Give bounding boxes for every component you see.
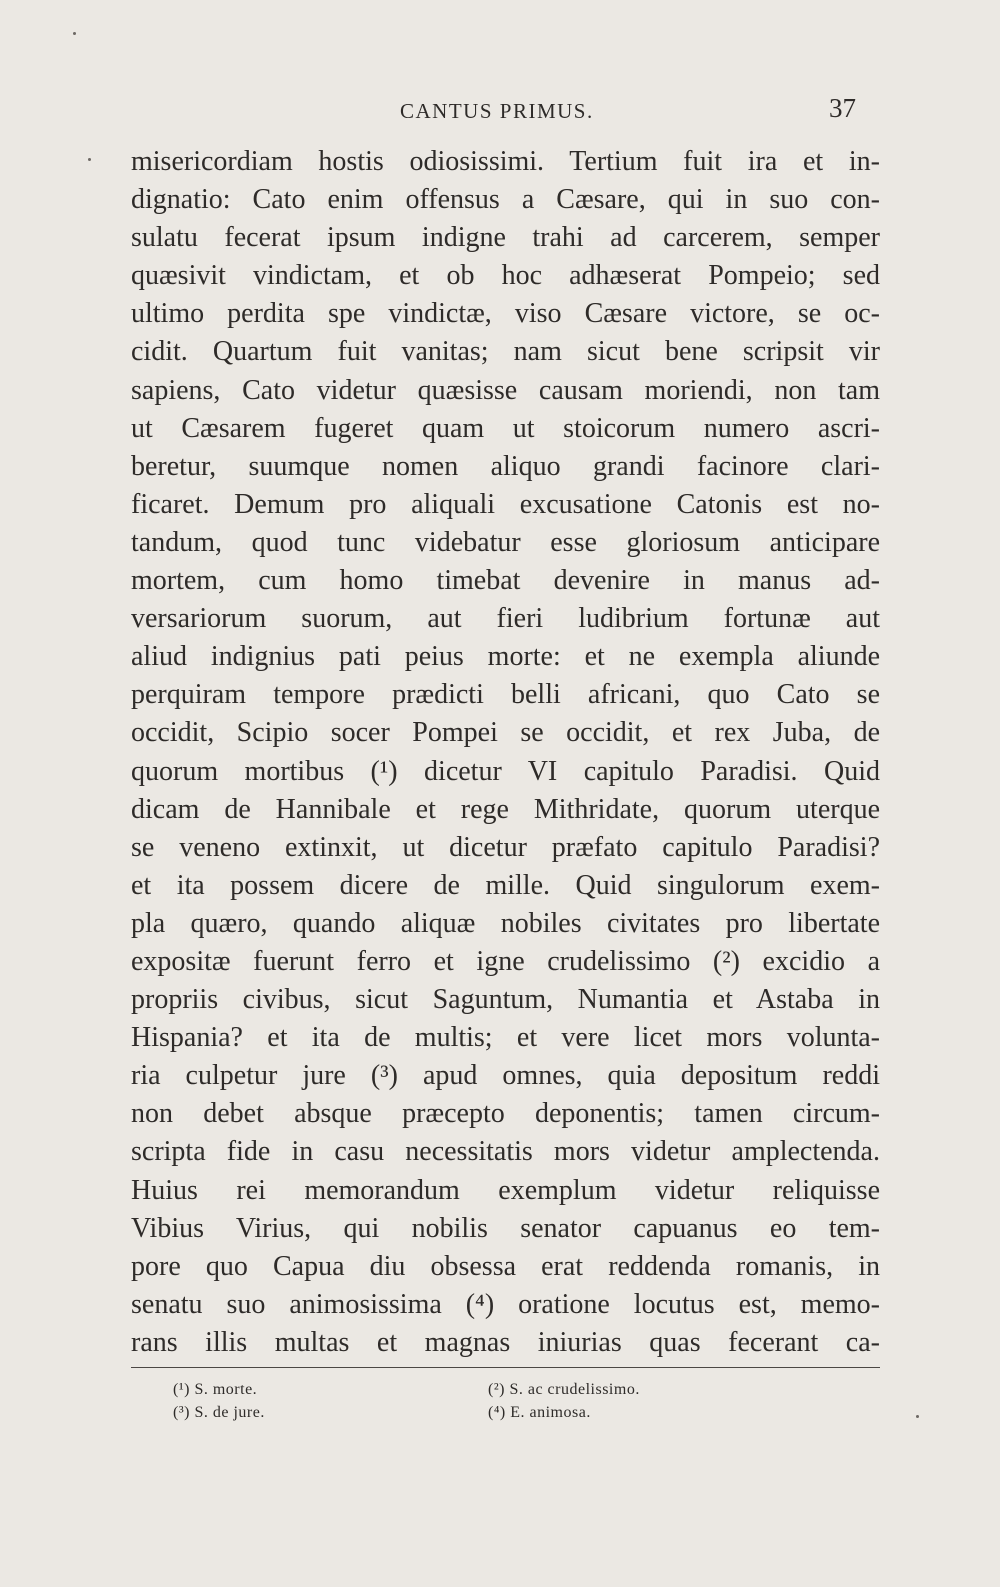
body-line: quæsivit vindictam, et ob hoc adhæserat Pompeio; sed bbox=[131, 260, 880, 292]
footnote-4: (⁴) E. animosa. bbox=[488, 1404, 591, 1421]
body-line: propriis civibus, sicut Saguntum, Numantia et Astaba in bbox=[131, 984, 880, 1016]
body-line: se veneno extinxit, ut dicetur præfato capitulo Paradisi? bbox=[131, 831, 880, 863]
body-line: sulatu fecerat ipsum indigne trahi ad carcerem, semper bbox=[131, 222, 880, 254]
body-line: non debet absque præcepto deponentis; tamen circum- bbox=[131, 1098, 880, 1130]
body-line: scripta fide in casu necessitatis mors videtur amplectenda. bbox=[131, 1136, 880, 1168]
body-line: senatu suo animosissima (⁴) oratione locutus est, memo- bbox=[131, 1288, 880, 1320]
body-line: mortem, cum homo timebat devenire in manus ad- bbox=[131, 565, 880, 597]
body-line: pore quo Capua diu obsessa erat reddenda romanis, in bbox=[131, 1250, 880, 1282]
running-head bbox=[0, 93, 1000, 129]
footnote-1: (¹) S. morte. bbox=[173, 1381, 258, 1398]
body-line: dicam de Hannibale et rege Mithridate, quorum uterque bbox=[131, 793, 880, 825]
body-line: tandum, quod tunc videbatur esse gloriosum anticipare bbox=[131, 526, 880, 558]
body-line: misericordiam hostis odiosissimi. Tertium fuit ira et in- bbox=[131, 146, 880, 177]
footnote-rule bbox=[131, 1367, 880, 1368]
body-line: quorum mortibus (¹) dicetur VI capitulo Paradisi. Quid bbox=[131, 755, 880, 787]
body-line: Vibius Virius, qui nobilis senator capuanus eo tem- bbox=[131, 1212, 880, 1244]
footnote-3: (³) S. de jure. bbox=[173, 1404, 265, 1421]
paper-speck bbox=[88, 158, 91, 161]
paper-speck bbox=[916, 1415, 919, 1418]
body-line: sapiens, Cato videtur quæsisse causam moriendi, non tam bbox=[131, 374, 880, 406]
body-line: dignatio: Cato enim offensus a Cæsare, qui in suo con- bbox=[131, 184, 880, 216]
paper-speck bbox=[73, 32, 76, 35]
footnote-2: (²) S. ac crudelissimo. bbox=[488, 1381, 640, 1398]
body-line: beretur, suumque nomen aliquo grandi facinore clari- bbox=[131, 450, 880, 482]
body-line: ultimo perdita spe vindictæ, viso Cæsare victore, se oc- bbox=[131, 298, 880, 330]
page-number: 37 bbox=[829, 93, 856, 123]
body-line: pla quæro, quando aliquæ nobiles civitates pro libertate bbox=[131, 907, 880, 939]
body-text bbox=[131, 143, 880, 1362]
body-line: ficaret. Demum pro aliquali excusatione Catonis est no- bbox=[131, 488, 880, 520]
body-line: Hispania? et ita de multis; et vere licet mors volunta- bbox=[131, 1022, 880, 1054]
body-line: Huius rei memorandum exemplum videtur reliquisse bbox=[131, 1174, 880, 1206]
body-line: occidit, Scipio socer Pompei se occidit, et rex Juba, de bbox=[131, 717, 880, 749]
body-line: ut Cæsarem fugeret quam ut stoicorum numero ascri- bbox=[131, 412, 880, 444]
body-line: rans illis multas et magnas iniurias quas fecerant ca- bbox=[131, 1326, 880, 1358]
body-line: versariorum suorum, aut fieri ludibrium fortunæ aut bbox=[131, 603, 880, 635]
body-line: perquiram tempore prædicti belli africani, quo Cato se bbox=[131, 679, 880, 711]
body-line: expositæ fuerunt ferro et igne crudelissimo (²) excidio a bbox=[131, 945, 880, 977]
body-line: ria culpetur jure (³) apud omnes, quia depositum reddi bbox=[131, 1060, 880, 1092]
body-line: et ita possem dicere de mille. Quid singulorum exem- bbox=[131, 869, 880, 901]
body-line: cidit. Quartum fuit vanitas; nam sicut bene scripsit vir bbox=[131, 336, 880, 368]
running-head-title: CANTUS PRIMUS. bbox=[400, 99, 594, 123]
body-line: aliud indignius pati peius morte: et ne exempla aliunde bbox=[131, 641, 880, 673]
